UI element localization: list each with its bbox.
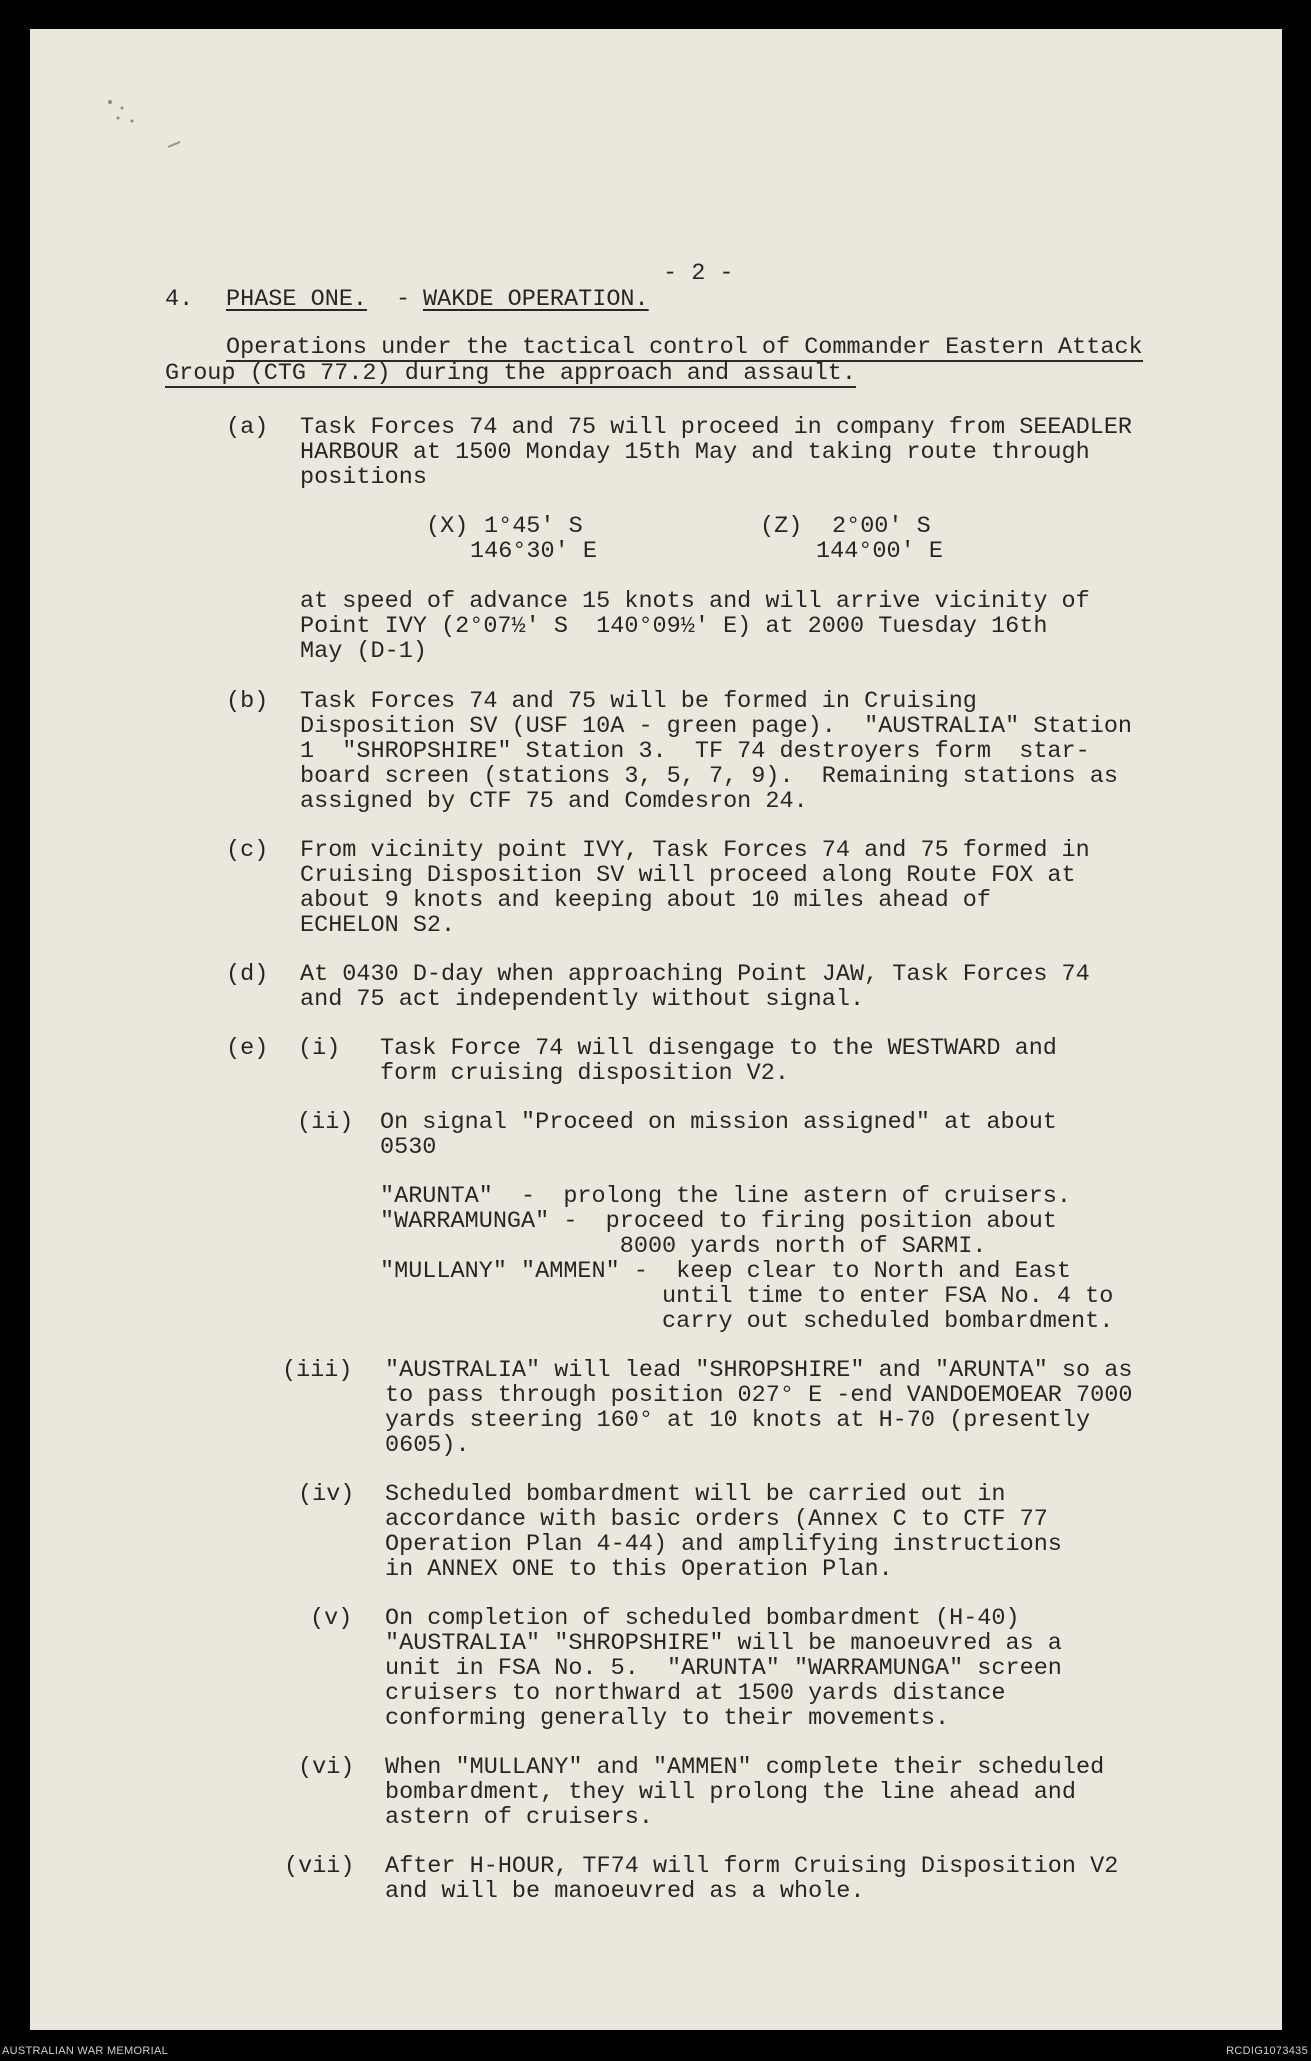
item-i-line: form cruising disposition V2.: [380, 1060, 789, 1087]
item-v-line: unit in FSA No. 5. "ARUNTA" "WARRAMUNGA" screen: [385, 1655, 1062, 1682]
item-v-line: "AUSTRALIA" "SHROPSHIRE" will be manoeuvred as a: [385, 1630, 1062, 1657]
item-v-label: (v): [310, 1605, 353, 1632]
item-iii-line: to pass through position 027° E -end VANDOEMOEAR 7000: [385, 1382, 1133, 1409]
item-vi-line: When "MULLANY" and "AMMEN" complete their scheduled: [385, 1754, 1105, 1781]
section-dash: -: [396, 286, 411, 313]
item-ii-line: On signal "Proceed on mission assigned" at about: [380, 1109, 1057, 1136]
item-vii-line: After H-HOUR, TF74 will form Cruising Disposition V2: [385, 1853, 1119, 1880]
item-iii-label: (iii): [282, 1357, 353, 1384]
para-b-line: Task Forces 74 and 75 will be formed in Cruising: [300, 688, 977, 715]
para-d-line: At 0430 D-day when approaching Point JAW, Task Forces 74: [300, 961, 1090, 988]
para-a-label: (a): [226, 414, 269, 441]
footer-record-id: RCDIG1073435: [1226, 2045, 1308, 2057]
item-ii-line: 0530: [380, 1134, 437, 1161]
item-v-line: conforming generally to their movements.: [385, 1705, 950, 1732]
para-c-line: Cruising Disposition SV will proceed along Route FOX at: [300, 862, 1076, 889]
document-body: [30, 29, 1282, 2030]
item-vi-label: (vi): [298, 1754, 355, 1781]
para-e-label: (e): [226, 1035, 269, 1062]
item-iv-line: in ANNEX ONE to this Operation Plan.: [385, 1556, 893, 1583]
item-i-label: (i): [298, 1035, 341, 1062]
item-iii-line: yards steering 160° at 10 knots at H-70 (presently: [385, 1407, 1091, 1434]
item-iii-line: "AUSTRALIA" will lead "SHROPSHIRE" and "ARUNTA" so as: [385, 1357, 1133, 1384]
ship-assignment-line: until time to enter FSA No. 4 to: [380, 1283, 1114, 1310]
para-c-line: ECHELON S2.: [300, 912, 456, 939]
para-c-label: (c): [226, 837, 269, 864]
para-a-after-line: May (D-1): [300, 638, 427, 665]
item-i-line: Task Force 74 will disengage to the WESTWARD and: [380, 1035, 1057, 1062]
position-x-label: (X): [426, 513, 469, 540]
item-vii-label: (vii): [284, 1853, 355, 1880]
position-x-lon: 146°30' E: [470, 538, 597, 565]
item-iv-label: (iv): [298, 1481, 355, 1508]
position-z-label: (Z): [760, 513, 803, 540]
item-vii-line: and will be manoeuvred as a whole.: [385, 1878, 865, 1905]
item-v-line: On completion of scheduled bombardment (H-40): [385, 1605, 1020, 1632]
document-page: [30, 29, 1282, 2030]
para-a-after-line: Point IVY (2°07½' S 140°09½' E) at 2000 Tuesday 16th: [300, 613, 1048, 640]
page-number: - 2 -: [663, 260, 734, 287]
item-vi-line: astern of cruisers.: [385, 1804, 653, 1831]
ship-assignment-line: carry out scheduled bombardment.: [380, 1308, 1114, 1335]
ship-assignment-line: 8000 yards north of SARMI.: [380, 1233, 987, 1260]
para-b-line: assigned by CTF 75 and Comdesron 24.: [300, 788, 808, 815]
section-number: 4.: [165, 286, 194, 313]
para-c-line: about 9 knots and keeping about 10 miles ahead of: [300, 887, 992, 914]
item-ii-label: (ii): [297, 1109, 354, 1136]
section-title: PHASE ONE.: [226, 286, 368, 313]
item-vi-line: bombardment, they will prolong the line ahead and: [385, 1779, 1077, 1806]
item-iv-line: Scheduled bombardment will be carried out in: [385, 1481, 1006, 1508]
item-v-line: cruisers to northward at 1500 yards distance: [385, 1680, 1006, 1707]
para-d-line: and 75 act independently without signal.: [300, 986, 865, 1013]
intro-line-2: Group (CTG 77.2) during the approach and assault.: [165, 360, 857, 387]
position-z-lat: 2°00' S: [832, 513, 931, 540]
ship-assignment-line: "WARRAMUNGA" - proceed to firing position about: [380, 1208, 1057, 1235]
para-b-line: Disposition SV (USF 10A - green page). "AUSTRALIA" Station: [300, 713, 1133, 740]
ship-assignment-line: "MULLANY" "AMMEN" - keep clear to North and East: [380, 1258, 1072, 1285]
intro-line-1: Operations under the tactical control of Commander Eastern Attack: [226, 334, 1143, 361]
position-z-lon: 144°00' E: [816, 538, 943, 565]
ship-assignment-line: "ARUNTA" - prolong the line astern of cruisers.: [380, 1183, 1072, 1210]
para-d-label: (d): [226, 961, 269, 988]
para-a-line: positions: [300, 464, 427, 491]
para-b-line: board screen (stations 3, 5, 7, 9). Remaining stations as: [300, 763, 1118, 790]
para-a-after-line: at speed of advance 15 knots and will arrive vicinity of: [300, 588, 1090, 615]
para-a-line: Task Forces 74 and 75 will proceed in company from SEEADLER: [300, 414, 1133, 441]
section-subtitle: WAKDE OPERATION.: [423, 286, 649, 313]
footer-archive-label: AUSTRALIAN WAR MEMORIAL: [2, 2045, 169, 2057]
item-iv-line: Operation Plan 4-44) and amplifying instructions: [385, 1531, 1062, 1558]
para-b-label: (b): [226, 688, 269, 715]
para-b-line: 1 "SHROPSHIRE" Station 3. TF 74 destroyers form star-: [300, 738, 1090, 765]
item-iii-line: 0605).: [385, 1432, 470, 1459]
para-a-line: HARBOUR at 1500 Monday 15th May and taking route through: [300, 439, 1090, 466]
position-x-lat: 1°45' S: [484, 513, 583, 540]
para-c-line: From vicinity point IVY, Task Forces 74 and 75 formed in: [300, 837, 1090, 864]
item-iv-line: accordance with basic orders (Annex C to CTF 77: [385, 1506, 1048, 1533]
